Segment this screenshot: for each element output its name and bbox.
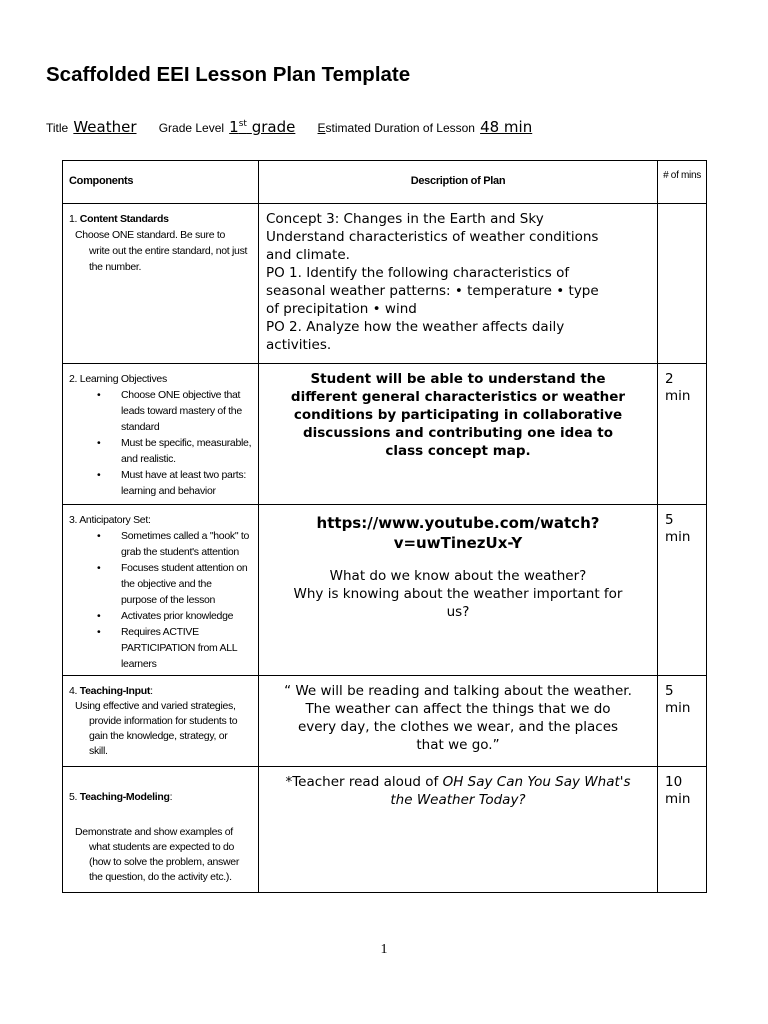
grade-suffix: st (238, 119, 247, 129)
mins-value: 10 (665, 774, 683, 790)
guidance-line: the number. (89, 261, 142, 273)
grade-word: grade (251, 118, 296, 136)
description-line: activities. (266, 337, 332, 353)
component-number: 3. (69, 514, 78, 526)
guidance-line: provide information for students to (89, 715, 238, 727)
duration-label (318, 121, 475, 135)
description-line: Understand characteristics of weather conditions (266, 229, 599, 245)
component-number: 5. (69, 791, 78, 803)
list-item: • Sometimes called a "hook" to grab the student's attention (121, 528, 258, 560)
component-cell: 5. Teaching-Modeling: Demonstrate and show examples of what students are expected to do (how to solve the problem, answer the question, do the activity etc.). (63, 767, 259, 893)
list-item: • Choose ONE objective that leads toward mastery of the standard (121, 387, 258, 435)
list-item: • Must have at least two parts: learning and behavior (121, 467, 258, 499)
header-description: Description of Plan (259, 161, 658, 204)
objective-line: discussions and contributing one idea to (302, 425, 614, 441)
objective-line: different general characteristics or weather (290, 389, 626, 405)
guidance-line: Choose ONE standard. Be sure to (75, 229, 226, 241)
page-number: 1 (380, 942, 388, 957)
question-line: What do we know about the weather? (329, 568, 587, 584)
guidance-bullets (69, 387, 258, 499)
video-link[interactable]: https://www.youtube.com/watch? v=uwTinezUx-Y (316, 514, 600, 552)
description-line: and climate. (266, 247, 350, 263)
description-line: PO 2. Analyze how the weather affects daily (266, 319, 565, 335)
duration-label-initial: E (317, 121, 326, 135)
document-title: Scaffolded EEI Lesson Plan Template (46, 63, 411, 86)
header-mins: # of mins (658, 161, 707, 204)
description-cell (259, 767, 658, 893)
grade-level-value (229, 118, 295, 136)
guidance-line: Demonstrate and show examples of (75, 826, 233, 838)
mins-cell (658, 676, 707, 767)
description-cell (259, 204, 658, 364)
table-header-row (63, 161, 707, 204)
mins-cell (658, 505, 707, 676)
component-title: Content Standards (79, 213, 169, 225)
component-cell (63, 364, 259, 505)
guidance-line: gain the knowledge, strategy, or (89, 730, 228, 742)
guidance-line: the question, do the activity etc.). (89, 871, 232, 883)
description-line (259, 791, 657, 809)
guidance-bullets (69, 528, 258, 672)
objective-line: conditions by participating in collaborative (293, 407, 623, 423)
description-line: every day, the clothes we wear, and the places (297, 719, 619, 735)
guidance-line: write out the entire standard, not just (89, 245, 248, 257)
book-title-line: the Weather Today? (390, 792, 526, 808)
question-line: us? (446, 604, 470, 620)
component-cell: 4. Teaching-Input: Using effective and varied strategies, provide information for students to gain the knowledge, strategy, or skill. (63, 676, 259, 767)
description-line: seasonal weather patterns: • temperature • type (266, 283, 599, 299)
lesson-plan-table (62, 160, 707, 893)
mins-unit: min (665, 529, 691, 545)
lesson-meta-line (46, 117, 532, 136)
component-title: Teaching-Modeling (79, 791, 170, 803)
mins-cell (658, 204, 707, 364)
guidance-line: skill. (89, 745, 108, 757)
grade-number: 1 (229, 118, 239, 136)
description-cell (259, 364, 658, 505)
component-number: 1. (69, 213, 78, 225)
description-line: The weather can affect the things that we do (305, 701, 611, 717)
list-item: • Focuses student attention on the objective and the purpose of the lesson (121, 560, 258, 608)
component-number: 2. (69, 373, 78, 385)
table-row (63, 676, 707, 767)
list-item: • Must be specific, measurable, and realistic. (121, 435, 258, 467)
description-line: PO 1. Identify the following characteristics of (266, 265, 570, 281)
description-line: of precipitation • wind (266, 301, 417, 317)
duration-value: 48 min (480, 118, 533, 136)
description-cell (259, 505, 658, 676)
table-row (63, 767, 707, 893)
table-row (63, 204, 707, 364)
component-title: Learning Objectives (79, 373, 167, 385)
description-line: Concept 3: Changes in the Earth and Sky (266, 211, 544, 227)
mins-cell (658, 767, 707, 893)
guidance-line: (how to solve the problem, answer (89, 856, 240, 868)
title-label: Title (46, 121, 69, 135)
mins-value: 5 (665, 512, 674, 528)
mins-value: 2 (665, 371, 674, 387)
read-aloud-prefix: *Teacher read aloud of (285, 774, 443, 790)
description-line (259, 773, 657, 791)
component-number: 4. (69, 685, 78, 697)
mins-value: 5 (665, 683, 674, 699)
book-title-line: OH Say Can You Say What's (442, 774, 631, 790)
guidance-line: what students are expected to do (89, 841, 235, 853)
mins-unit: min (665, 791, 691, 807)
mins-cell (658, 364, 707, 505)
description-cell (259, 676, 658, 767)
table-row (63, 364, 707, 505)
objective-line: Student will be able to understand the (310, 371, 606, 387)
list-item: • Activates prior knowledge (121, 608, 258, 624)
component-title: Teaching-Input (79, 685, 151, 697)
description-line: “ We will be reading and talking about the weather. (284, 683, 632, 699)
component-cell (63, 204, 259, 364)
description-line: that we go.” (416, 737, 500, 753)
grade-level-label: Grade Level (158, 121, 225, 135)
list-item: • Requires ACTIVE PARTICIPATION from ALL learners (121, 624, 258, 672)
title-value: Weather (73, 118, 137, 136)
mins-unit: min (665, 388, 691, 404)
header-components: Components (63, 161, 259, 204)
question-line: Why is knowing about the weather important for (293, 586, 623, 602)
component-title: Anticipatory Set (79, 514, 148, 526)
mins-unit: min (665, 700, 691, 716)
table-row (63, 505, 707, 676)
objective-line: class concept map. (385, 443, 531, 459)
guidance-line: Using effective and varied strategies, (75, 700, 236, 712)
duration-label-rest: stimated Duration of Lesson (325, 121, 475, 135)
component-cell: 3. Anticipatory Set: • Sometimes called a "hook" to grab the student's attention • Focuses student attention on the objective and the purpose of the lesson • Activates prior knowledge • Requires ACTIVE PARTICIPATION from ALL learners (63, 505, 259, 676)
